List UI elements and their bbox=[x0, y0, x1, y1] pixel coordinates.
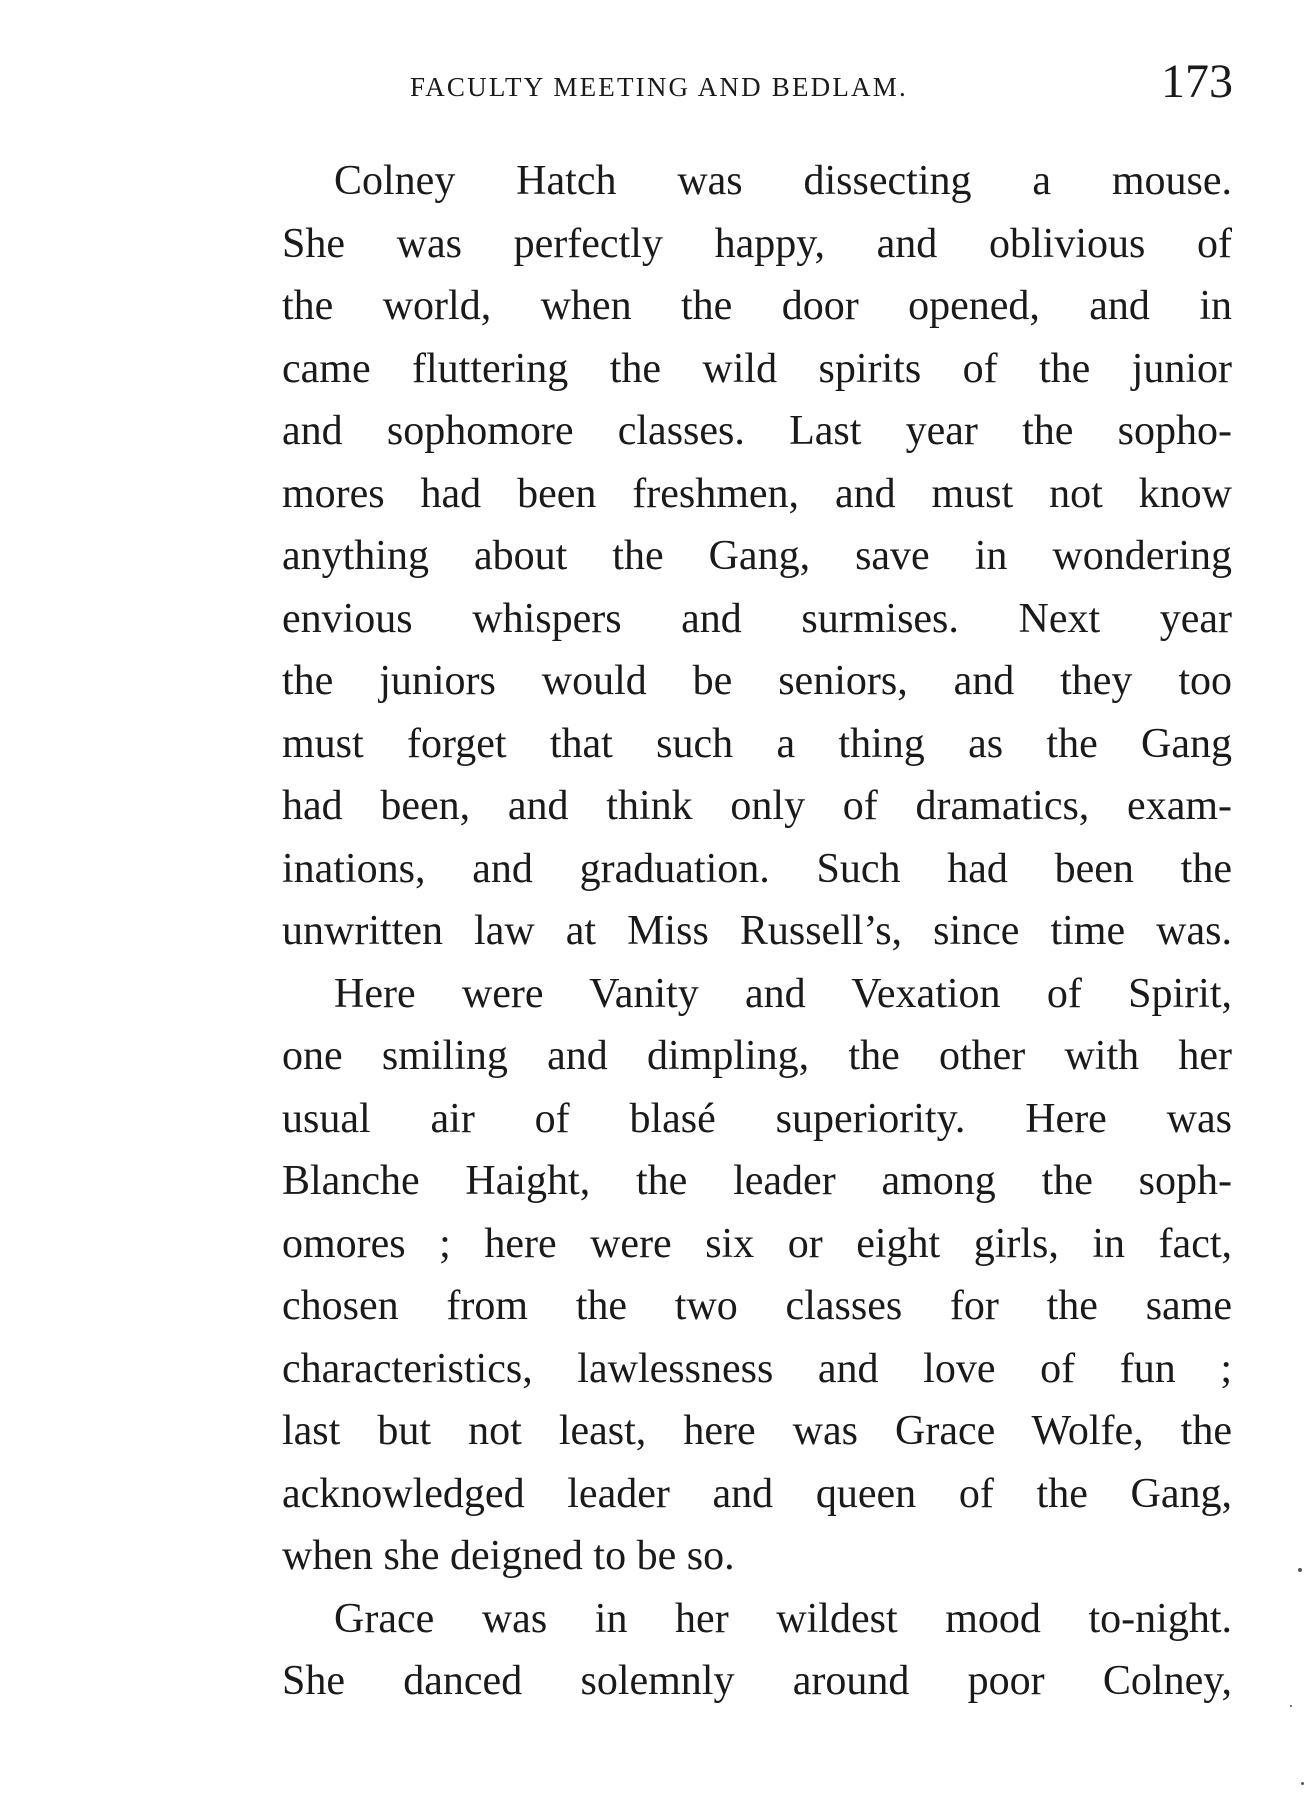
text-line: chosen from the two classes for the same bbox=[282, 1283, 1232, 1329]
text-line: Grace was in her wildest mood to-night. bbox=[334, 1595, 1232, 1642]
text-line: came fluttering the wild spirits of the junior bbox=[282, 345, 1232, 392]
text-line: She danced solemnly around poor Colney, bbox=[282, 1658, 1232, 1704]
text-line: and sophomore classes. Last year the sopho- bbox=[282, 408, 1232, 454]
running-title: FACULTY MEETING AND BEDLAM. bbox=[410, 72, 908, 102]
text-line: She was perfectly happy, and oblivious of bbox=[282, 220, 1232, 267]
text-line: omores ; here were six or eight girls, in fact, bbox=[282, 1220, 1232, 1267]
text-line: inations, and graduation. Such had been the bbox=[282, 845, 1232, 892]
text-line: Blanche Haight, the leader among the soph- bbox=[282, 1158, 1232, 1204]
text-line: last but not least, here was Grace Wolfe, the bbox=[282, 1408, 1232, 1454]
text-line: acknowledged leader and queen of the Gang, bbox=[282, 1470, 1232, 1517]
text-line: Colney Hatch was dissecting a mouse. bbox=[334, 158, 1232, 204]
text-line: anything about the Gang, save in wondering bbox=[282, 533, 1232, 579]
page-number: 173 bbox=[1161, 55, 1233, 108]
running-head bbox=[280, 50, 1233, 120]
scan-speck bbox=[1301, 1782, 1304, 1785]
scan-speck bbox=[1298, 1568, 1302, 1572]
text-line: had been, and think only of dramatics, exam- bbox=[282, 783, 1232, 829]
text-line: the juniors would be seniors, and they too bbox=[282, 658, 1232, 704]
text-line: unwritten law at Miss Russell’s, since time was. bbox=[282, 908, 1232, 954]
text-line: characteristics, lawlessness and love of fun ; bbox=[282, 1345, 1232, 1392]
text-line: mores had been freshmen, and must not know bbox=[282, 470, 1232, 517]
text-line: usual air of blasé superiority. Here was bbox=[282, 1095, 1232, 1142]
scan-speck bbox=[1290, 1705, 1292, 1707]
text-line: one smiling and dimpling, the other with her bbox=[282, 1033, 1232, 1079]
text-line: the world, when the door opened, and in bbox=[282, 283, 1232, 329]
text-line: Here were Vanity and Vexation of Spirit, bbox=[334, 970, 1232, 1017]
body-text bbox=[282, 150, 1232, 1713]
text-line: envious whispers and surmises. Next year bbox=[282, 595, 1232, 642]
text-line: must forget that such a thing as the Gang bbox=[282, 720, 1232, 767]
text-line: when she deigned to be so. bbox=[282, 1533, 735, 1579]
